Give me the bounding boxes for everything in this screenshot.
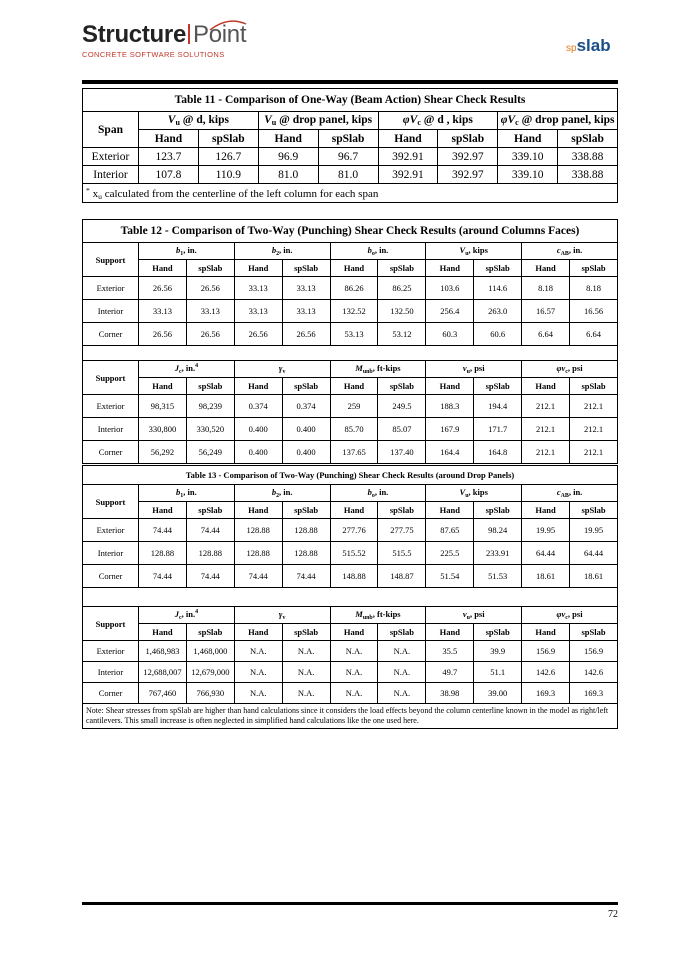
table-row: Exterior 123.7 126.7 96.9 96.7 392.91 392.97 339.10 338.88 — [83, 148, 618, 166]
table-13-group-header: $\varphi v_c$, psi — [522, 607, 618, 624]
table-11-title: Table 11 - Comparison of One-Way (Beam Action) Shear Check Results — [83, 89, 618, 112]
table-13-subheader-row: Hand spSlab Hand spSlab Hand spSlab Hand spSlab Hand spSlab — [83, 624, 618, 641]
table-11-group-header: $V_u$ @ d, kips — [139, 112, 259, 130]
table-12-group-header: $v_u$, psi — [426, 361, 522, 378]
page-number: 72 — [608, 909, 618, 920]
table-13-note: Note: Shear stresses from spSlab are higher than hand calculations since it considers the load effects beyond the column centerline known in the model as right/left cantilevers. This small increase is often neglected in simplified hand calculations like the one used here. — [83, 704, 618, 729]
table-12-spacer — [83, 346, 618, 361]
table-row: Corner 26.56 26.56 26.56 26.56 53.13 53.12 60.3 60.6 6.64 6.64 — [83, 323, 618, 346]
table-row: Interior 128.88 128.88 128.88 128.88 515.52 515.5 225.5 233.91 64.44 64.44 — [83, 542, 618, 565]
table-12-group-header: $b_o$, in. — [330, 243, 426, 260]
table-13-group-header: $b_1$, in. — [139, 485, 235, 502]
table-12-group-header: $b_2$, in. — [234, 243, 330, 260]
table-13-group-header: $b_2$, in. — [234, 485, 330, 502]
table-row: Exterior 26.56 26.56 33.13 33.13 86.26 86.25 103.6 114.6 8.18 8.18 — [83, 277, 618, 300]
table-row: Exterior 74.44 74.44 128.88 128.88 277.76 277.75 87.65 98.24 19.95 19.95 — [83, 519, 618, 542]
table-row: Interior 12,688,007 12,679,000 N.A. N.A. N.A. N.A. 49.7 51.1 142.6 142.6 — [83, 662, 618, 683]
table-row: Corner 56,292 56,249 0.400 0.400 137.65 137.40 164.4 164.8 212.1 212.1 — [83, 441, 618, 464]
table-13-group-header: $M_{unb}$, ft-kips — [330, 607, 426, 624]
table-12-group-header: $V_u$, kips — [426, 243, 522, 260]
table-12-subheader-row: Hand spSlab Hand spSlab Hand spSlab Hand spSlab Hand spSlab — [83, 378, 618, 395]
logo-text-structure: Structure — [82, 21, 186, 48]
table-11 — [82, 88, 618, 203]
footer-rule — [82, 902, 618, 905]
table-row: Exterior 1,468,983 1,468,000 N.A. N.A. N.A. N.A. 35.5 39.9 156.9 156.9 — [83, 641, 618, 662]
table-13-group-header: $\gamma_v$ — [234, 607, 330, 624]
table-12-group-header: $b_1$, in. — [139, 243, 235, 260]
table-11-row-header: Span — [83, 112, 139, 148]
table-11-footnote: * $x_u$ calculated from the centerline of the left column for each span — [83, 184, 618, 203]
table-12-group-header: $\varphi v_c$, psi — [522, 361, 618, 378]
table-row: Interior 33.13 33.13 33.13 33.13 132.52 132.50 256.4 263.0 16.57 16.56 — [83, 300, 618, 323]
spslab-logo-name: slab — [576, 36, 611, 55]
table-13-group-header: $c_{AB}$, in. — [522, 485, 618, 502]
table-12-group-header: $M_{unb}$, ft-kips — [330, 361, 426, 378]
table-13-group-header: $b_o$, in. — [330, 485, 426, 502]
header-rule — [82, 80, 618, 84]
table-row: Exterior 98,315 98,239 0.374 0.374 259 249.5 188.3 194.4 212.1 212.1 — [83, 395, 618, 418]
table-row: Interior 330,800 330,520 0.400 0.400 85.70 85.07 167.9 171.7 212.1 212.1 — [83, 418, 618, 441]
table-13-row-header: Support — [83, 607, 139, 641]
table-13-group-header: $J_c$, in.$^4$ — [139, 607, 235, 624]
table-11-group-header: $V_u$ @ drop panel, kips — [258, 112, 378, 130]
table-11-group-header: $\varphi V_c$ @ d , kips — [378, 112, 498, 130]
table-13-group-header: $v_u$, psi — [426, 607, 522, 624]
table-13-spacer — [83, 588, 618, 607]
table-12-row-header: Support — [83, 243, 139, 277]
spslab-logo-prefix: sp — [566, 43, 577, 54]
table-13-title: Table 13 - Comparison of Two-Way (Punching) Shear Check Results (around Drop Panels) — [83, 466, 618, 485]
table-13-group-header: $V_u$, kips — [426, 485, 522, 502]
table-12-group-header: $J_c$, in.$^4$ — [139, 361, 235, 378]
logo-arc-icon — [208, 18, 248, 32]
table-13 — [82, 465, 618, 729]
logo-tagline: CONCRETE SOFTWARE SOLUTIONS — [82, 50, 225, 59]
table-12-subheader-row: Hand spSlab Hand spSlab Hand spSlab Hand spSlab Hand spSlab — [83, 260, 618, 277]
spslab-logo — [566, 36, 611, 56]
table-11-group-header: $\varphi V_c$ @ drop panel, kips — [498, 112, 618, 130]
table-12-group-header: $\gamma_v$ — [234, 361, 330, 378]
table-13-subheader-row: Hand spSlab Hand spSlab Hand spSlab Hand spSlab Hand spSlab — [83, 502, 618, 519]
table-12 — [82, 219, 618, 464]
table-11-subheader-row: Hand spSlab Hand spSlab Hand spSlab Hand spSlab — [83, 130, 618, 148]
table-row: Corner 767,460 766,930 N.A. N.A. N.A. N.A. 38.98 39.00 169.3 169.3 — [83, 683, 618, 704]
logo-text-point: Point — [193, 21, 247, 48]
table-row: Interior 107.8 110.9 81.0 81.0 392.91 392.97 339.10 338.88 — [83, 166, 618, 184]
structurepoint-logo — [82, 22, 246, 59]
table-row: Corner 74.44 74.44 74.44 74.44 148.88 148.87 51.54 51.53 18.61 18.61 — [83, 565, 618, 588]
table-12-group-header: $c_{AB}$, in. — [522, 243, 618, 260]
table-12-title: Table 12 - Comparison of Two-Way (Punching) Shear Check Results (around Columns Faces) — [83, 220, 618, 243]
table-12-row-header: Support — [83, 361, 139, 395]
table-13-row-header: Support — [83, 485, 139, 519]
